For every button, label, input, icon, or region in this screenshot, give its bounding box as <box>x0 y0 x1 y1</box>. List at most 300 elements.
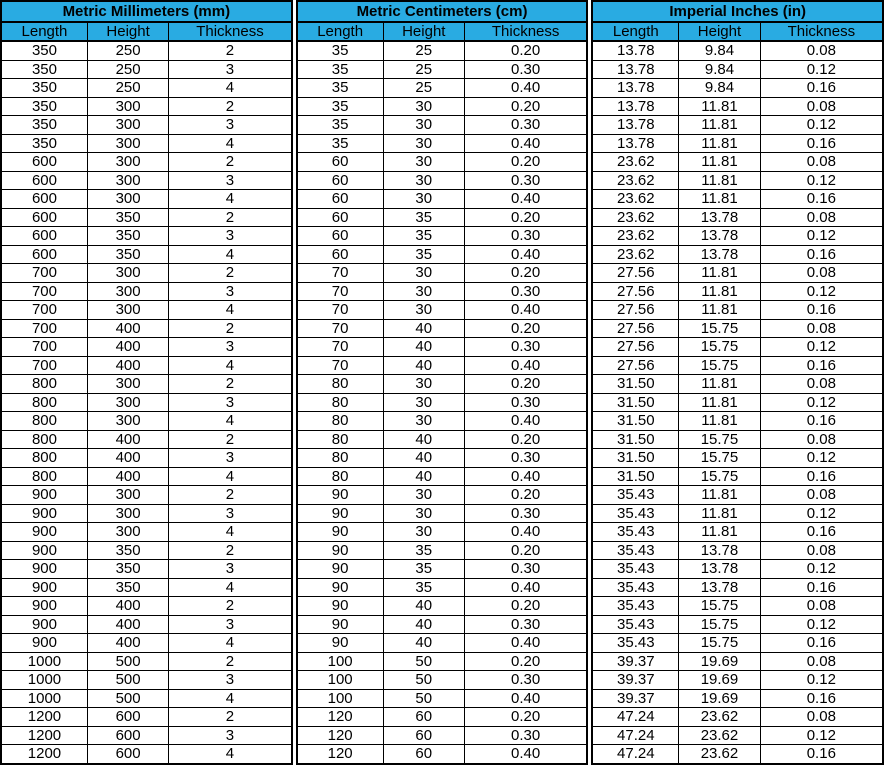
table-row <box>297 393 588 412</box>
cell-mm-length: 350 <box>1 79 87 98</box>
cell-mm-length: 900 <box>1 578 87 597</box>
table-row <box>1 708 292 727</box>
cell-cm-height: 60 <box>383 726 464 745</box>
cell-mm-height: 300 <box>87 264 168 283</box>
cell-cm-length: 100 <box>297 689 383 708</box>
cell-cm-length: 60 <box>297 153 383 172</box>
cell-mm-height: 300 <box>87 171 168 190</box>
cell-in-length: 27.56 <box>592 356 678 375</box>
cell-mm-length: 600 <box>1 245 87 264</box>
cell-mm-height: 350 <box>87 227 168 246</box>
cell-mm-length: 800 <box>1 412 87 431</box>
cell-cm-height: 60 <box>383 745 464 764</box>
cell-in-length: 47.24 <box>592 726 678 745</box>
cell-cm-thickness: 0.30 <box>464 504 587 523</box>
table-row <box>297 504 588 523</box>
table-row <box>1 375 292 394</box>
cell-cm-length: 80 <box>297 467 383 486</box>
cell-cm-height: 40 <box>383 449 464 468</box>
cell-in-length: 13.78 <box>592 116 678 135</box>
cell-in-height: 11.81 <box>679 134 760 153</box>
cell-in-height: 13.78 <box>679 227 760 246</box>
cell-in-thickness: 0.12 <box>760 60 883 79</box>
cell-mm-height: 300 <box>87 97 168 116</box>
table-row <box>592 60 883 79</box>
table-row <box>297 726 588 745</box>
cell-in-length: 23.62 <box>592 245 678 264</box>
cell-cm-length: 35 <box>297 116 383 135</box>
cell-cm-height: 30 <box>383 97 464 116</box>
cell-mm-thickness: 4 <box>169 689 292 708</box>
table-row <box>592 671 883 690</box>
cell-mm-thickness: 4 <box>169 634 292 653</box>
cell-in-thickness: 0.16 <box>760 467 883 486</box>
cell-in-thickness: 0.08 <box>760 264 883 283</box>
table-row <box>1 301 292 320</box>
cell-cm-thickness: 0.30 <box>464 449 587 468</box>
cell-cm-length: 80 <box>297 412 383 431</box>
cell-in-length: 47.24 <box>592 708 678 727</box>
table-row <box>592 449 883 468</box>
cell-cm-height: 30 <box>383 171 464 190</box>
table-row <box>297 338 588 357</box>
cell-mm-height: 500 <box>87 671 168 690</box>
cell-in-height: 15.75 <box>679 615 760 634</box>
table-row <box>1 652 292 671</box>
cell-cm-length: 70 <box>297 301 383 320</box>
table-row <box>297 116 588 135</box>
table-row <box>1 689 292 708</box>
cell-cm-height: 40 <box>383 430 464 449</box>
cell-cm-height: 40 <box>383 467 464 486</box>
cell-in-height: 11.81 <box>679 171 760 190</box>
cell-cm-height: 30 <box>383 375 464 394</box>
cm-column-header-row <box>297 22 588 41</box>
table-row <box>1 171 292 190</box>
cell-in-length: 31.50 <box>592 375 678 394</box>
cell-mm-length: 800 <box>1 467 87 486</box>
cell-in-thickness: 0.16 <box>760 634 883 653</box>
table-row <box>297 745 588 764</box>
cell-mm-length: 350 <box>1 116 87 135</box>
table-row <box>297 134 588 153</box>
cell-mm-length: 350 <box>1 41 87 60</box>
cell-in-thickness: 0.08 <box>760 153 883 172</box>
cell-in-length: 35.43 <box>592 504 678 523</box>
cell-in-height: 15.75 <box>679 467 760 486</box>
cell-mm-length: 900 <box>1 634 87 653</box>
cell-in-height: 19.69 <box>679 689 760 708</box>
cell-mm-length: 1000 <box>1 689 87 708</box>
table-row <box>297 541 588 560</box>
cell-mm-thickness: 3 <box>169 671 292 690</box>
cell-cm-length: 90 <box>297 504 383 523</box>
cell-in-length: 39.37 <box>592 689 678 708</box>
cell-cm-thickness: 0.40 <box>464 523 587 542</box>
cell-in-length: 23.62 <box>592 227 678 246</box>
cell-cm-length: 70 <box>297 319 383 338</box>
cell-in-thickness: 0.12 <box>760 726 883 745</box>
cell-cm-length: 90 <box>297 523 383 542</box>
table-row <box>1 634 292 653</box>
cell-mm-height: 350 <box>87 578 168 597</box>
cell-in-thickness: 0.12 <box>760 338 883 357</box>
cell-in-length: 13.78 <box>592 134 678 153</box>
cell-mm-height: 600 <box>87 745 168 764</box>
cell-in-height: 23.62 <box>679 726 760 745</box>
cell-cm-length: 70 <box>297 338 383 357</box>
cell-in-length: 31.50 <box>592 393 678 412</box>
table-row <box>592 245 883 264</box>
table-row <box>1 41 292 60</box>
inches-column-header-row <box>592 22 883 41</box>
table-row <box>1 208 292 227</box>
cell-mm-thickness: 4 <box>169 578 292 597</box>
table-row <box>592 689 883 708</box>
cell-in-height: 15.75 <box>679 597 760 616</box>
table-row <box>1 597 292 616</box>
cell-cm-thickness: 0.20 <box>464 41 587 60</box>
cell-in-thickness: 0.08 <box>760 430 883 449</box>
cell-mm-length: 700 <box>1 301 87 320</box>
mm-column-header-row <box>1 22 292 41</box>
cell-cm-height: 50 <box>383 671 464 690</box>
cell-mm-height: 400 <box>87 634 168 653</box>
cell-in-height: 15.75 <box>679 338 760 357</box>
cell-cm-thickness: 0.20 <box>464 319 587 338</box>
cell-in-length: 13.78 <box>592 79 678 98</box>
cell-cm-thickness: 0.20 <box>464 541 587 560</box>
cell-mm-thickness: 4 <box>169 301 292 320</box>
cell-mm-height: 300 <box>87 486 168 505</box>
cell-mm-height: 300 <box>87 134 168 153</box>
cell-mm-thickness: 2 <box>169 41 292 60</box>
cell-cm-thickness: 0.40 <box>464 634 587 653</box>
cell-cm-thickness: 0.30 <box>464 726 587 745</box>
table-row <box>592 319 883 338</box>
table-row <box>297 615 588 634</box>
cell-cm-height: 60 <box>383 708 464 727</box>
table-row <box>1 264 292 283</box>
cell-mm-thickness: 4 <box>169 523 292 542</box>
cell-in-height: 11.81 <box>679 393 760 412</box>
cell-cm-height: 40 <box>383 338 464 357</box>
cell-mm-length: 600 <box>1 171 87 190</box>
table-row <box>297 171 588 190</box>
cell-cm-thickness: 0.30 <box>464 60 587 79</box>
table-row <box>592 301 883 320</box>
cell-mm-thickness: 3 <box>169 560 292 579</box>
table-row <box>1 134 292 153</box>
cell-in-height: 23.62 <box>679 708 760 727</box>
cell-in-length: 35.43 <box>592 615 678 634</box>
cell-mm-thickness: 2 <box>169 486 292 505</box>
cell-cm-length: 35 <box>297 97 383 116</box>
cell-cm-height: 30 <box>383 134 464 153</box>
table-row <box>1 190 292 209</box>
mm-group-header-row <box>1 1 292 22</box>
table-row <box>592 745 883 764</box>
cell-cm-length: 60 <box>297 171 383 190</box>
cell-cm-thickness: 0.30 <box>464 171 587 190</box>
cell-cm-length: 60 <box>297 227 383 246</box>
cell-mm-height: 400 <box>87 597 168 616</box>
cell-in-thickness: 0.12 <box>760 560 883 579</box>
cm-height-header: Height <box>383 22 464 41</box>
table-row <box>297 319 588 338</box>
cell-mm-length: 900 <box>1 486 87 505</box>
cell-in-length: 27.56 <box>592 338 678 357</box>
table-row <box>1 356 292 375</box>
cell-cm-height: 25 <box>383 41 464 60</box>
table-row <box>592 79 883 98</box>
cell-mm-thickness: 4 <box>169 412 292 431</box>
cell-in-height: 13.78 <box>679 208 760 227</box>
inches-group-title: Imperial Inches (in) <box>592 1 883 22</box>
cell-in-height: 15.75 <box>679 449 760 468</box>
cell-cm-thickness: 0.20 <box>464 97 587 116</box>
table-row <box>1 745 292 764</box>
cell-in-length: 39.37 <box>592 671 678 690</box>
cell-mm-length: 800 <box>1 393 87 412</box>
table-row <box>1 227 292 246</box>
cell-cm-length: 120 <box>297 708 383 727</box>
cell-mm-length: 350 <box>1 134 87 153</box>
table-row <box>1 671 292 690</box>
cell-cm-length: 120 <box>297 726 383 745</box>
cell-in-height: 15.75 <box>679 430 760 449</box>
cell-in-thickness: 0.16 <box>760 301 883 320</box>
cell-cm-thickness: 0.30 <box>464 227 587 246</box>
cell-in-length: 35.43 <box>592 560 678 579</box>
cell-in-height: 11.81 <box>679 504 760 523</box>
cell-mm-height: 400 <box>87 338 168 357</box>
cell-cm-length: 100 <box>297 671 383 690</box>
table-row <box>1 393 292 412</box>
cell-cm-height: 25 <box>383 79 464 98</box>
table-row <box>1 430 292 449</box>
cell-in-thickness: 0.12 <box>760 227 883 246</box>
cell-cm-length: 60 <box>297 208 383 227</box>
cell-in-thickness: 0.16 <box>760 578 883 597</box>
cell-in-height: 11.81 <box>679 190 760 209</box>
cell-mm-thickness: 3 <box>169 726 292 745</box>
cell-cm-length: 90 <box>297 560 383 579</box>
table-row <box>592 171 883 190</box>
cell-cm-height: 30 <box>383 116 464 135</box>
cell-in-thickness: 0.08 <box>760 652 883 671</box>
cell-mm-length: 700 <box>1 356 87 375</box>
cell-in-height: 19.69 <box>679 671 760 690</box>
cell-in-length: 31.50 <box>592 412 678 431</box>
cell-cm-thickness: 0.20 <box>464 375 587 394</box>
cell-in-height: 11.81 <box>679 301 760 320</box>
cell-cm-height: 30 <box>383 504 464 523</box>
cell-cm-height: 35 <box>383 541 464 560</box>
cell-mm-length: 700 <box>1 319 87 338</box>
cell-in-height: 11.81 <box>679 375 760 394</box>
cell-in-thickness: 0.12 <box>760 393 883 412</box>
cell-in-length: 35.43 <box>592 597 678 616</box>
cell-cm-thickness: 0.30 <box>464 282 587 301</box>
cell-mm-length: 900 <box>1 504 87 523</box>
cell-mm-height: 300 <box>87 412 168 431</box>
cell-in-length: 27.56 <box>592 264 678 283</box>
table-row <box>592 467 883 486</box>
cell-cm-height: 40 <box>383 356 464 375</box>
cell-cm-thickness: 0.40 <box>464 245 587 264</box>
cell-in-thickness: 0.16 <box>760 689 883 708</box>
cell-mm-height: 300 <box>87 301 168 320</box>
cell-in-length: 23.62 <box>592 153 678 172</box>
cell-in-thickness: 0.16 <box>760 245 883 264</box>
cell-cm-height: 35 <box>383 578 464 597</box>
cell-mm-thickness: 2 <box>169 319 292 338</box>
table-row <box>592 615 883 634</box>
cell-in-height: 15.75 <box>679 356 760 375</box>
mm-table <box>0 0 293 765</box>
cell-cm-height: 30 <box>383 282 464 301</box>
table-row <box>1 560 292 579</box>
cell-cm-height: 30 <box>383 301 464 320</box>
cell-in-height: 11.81 <box>679 412 760 431</box>
cm-group-title: Metric Centimeters (cm) <box>297 1 588 22</box>
cell-mm-thickness: 3 <box>169 227 292 246</box>
table-row <box>297 412 588 431</box>
table-row <box>1 726 292 745</box>
cell-mm-thickness: 3 <box>169 449 292 468</box>
table-row <box>297 97 588 116</box>
cell-mm-height: 300 <box>87 393 168 412</box>
cell-in-height: 15.75 <box>679 634 760 653</box>
cell-in-thickness: 0.12 <box>760 671 883 690</box>
cell-mm-thickness: 2 <box>169 541 292 560</box>
cell-cm-length: 35 <box>297 134 383 153</box>
table-row <box>592 634 883 653</box>
cell-mm-height: 500 <box>87 652 168 671</box>
cm-thickness-header: Thickness <box>464 22 587 41</box>
table-row <box>592 264 883 283</box>
table-row <box>592 41 883 60</box>
table-row <box>1 578 292 597</box>
cell-in-length: 31.50 <box>592 449 678 468</box>
cell-cm-thickness: 0.40 <box>464 301 587 320</box>
table-row <box>297 79 588 98</box>
cell-in-thickness: 0.08 <box>760 319 883 338</box>
mm-length-header: Length <box>1 22 87 41</box>
cell-in-length: 13.78 <box>592 41 678 60</box>
table-row <box>297 301 588 320</box>
cell-cm-height: 30 <box>383 153 464 172</box>
cell-mm-length: 900 <box>1 523 87 542</box>
cell-mm-thickness: 3 <box>169 116 292 135</box>
cell-mm-height: 400 <box>87 615 168 634</box>
cell-mm-length: 900 <box>1 597 87 616</box>
cell-in-length: 23.62 <box>592 208 678 227</box>
table-row <box>297 523 588 542</box>
cell-mm-length: 800 <box>1 449 87 468</box>
cell-in-length: 31.50 <box>592 467 678 486</box>
cell-mm-thickness: 4 <box>169 356 292 375</box>
mm-thickness-header: Thickness <box>169 22 292 41</box>
cell-in-thickness: 0.12 <box>760 116 883 135</box>
cell-mm-height: 500 <box>87 689 168 708</box>
cell-mm-height: 300 <box>87 116 168 135</box>
cell-in-height: 9.84 <box>679 41 760 60</box>
cell-in-height: 13.78 <box>679 578 760 597</box>
table-row <box>297 208 588 227</box>
cell-mm-thickness: 3 <box>169 171 292 190</box>
cell-in-thickness: 0.16 <box>760 412 883 431</box>
inches-table <box>591 0 884 765</box>
cell-mm-height: 300 <box>87 523 168 542</box>
cell-in-thickness: 0.12 <box>760 504 883 523</box>
table-row <box>592 578 883 597</box>
table-row <box>592 227 883 246</box>
inches-thickness-header: Thickness <box>760 22 883 41</box>
cell-mm-height: 300 <box>87 190 168 209</box>
table-row <box>592 726 883 745</box>
table-row <box>592 504 883 523</box>
cell-cm-height: 30 <box>383 393 464 412</box>
cell-mm-height: 350 <box>87 541 168 560</box>
cell-in-length: 35.43 <box>592 541 678 560</box>
cell-mm-length: 600 <box>1 227 87 246</box>
table-row <box>1 153 292 172</box>
table-row <box>297 486 588 505</box>
cell-in-height: 9.84 <box>679 79 760 98</box>
cell-cm-length: 90 <box>297 615 383 634</box>
cell-in-thickness: 0.08 <box>760 486 883 505</box>
cell-mm-thickness: 4 <box>169 245 292 264</box>
cell-cm-thickness: 0.40 <box>464 79 587 98</box>
cell-cm-length: 70 <box>297 356 383 375</box>
cell-cm-thickness: 0.40 <box>464 134 587 153</box>
cell-cm-height: 35 <box>383 227 464 246</box>
cell-mm-length: 1200 <box>1 708 87 727</box>
cell-in-thickness: 0.16 <box>760 134 883 153</box>
cell-in-height: 9.84 <box>679 60 760 79</box>
cell-mm-height: 250 <box>87 79 168 98</box>
cell-in-length: 27.56 <box>592 282 678 301</box>
cell-mm-thickness: 2 <box>169 708 292 727</box>
cell-mm-height: 350 <box>87 208 168 227</box>
cell-in-height: 11.81 <box>679 153 760 172</box>
cell-in-length: 13.78 <box>592 97 678 116</box>
table-row <box>1 338 292 357</box>
table-row <box>1 79 292 98</box>
table-row <box>592 116 883 135</box>
cell-cm-thickness: 0.30 <box>464 393 587 412</box>
cell-cm-length: 90 <box>297 634 383 653</box>
cell-mm-length: 600 <box>1 190 87 209</box>
cell-mm-thickness: 2 <box>169 652 292 671</box>
cell-mm-height: 350 <box>87 560 168 579</box>
cell-mm-thickness: 3 <box>169 60 292 79</box>
cell-in-thickness: 0.16 <box>760 79 883 98</box>
table-row <box>1 523 292 542</box>
cell-cm-height: 40 <box>383 615 464 634</box>
table-row <box>297 652 588 671</box>
cell-in-thickness: 0.08 <box>760 208 883 227</box>
table-row <box>592 190 883 209</box>
cell-in-length: 35.43 <box>592 523 678 542</box>
cell-cm-height: 40 <box>383 319 464 338</box>
cell-mm-height: 400 <box>87 430 168 449</box>
table-row <box>297 41 588 60</box>
table-row <box>297 153 588 172</box>
cell-cm-height: 25 <box>383 60 464 79</box>
